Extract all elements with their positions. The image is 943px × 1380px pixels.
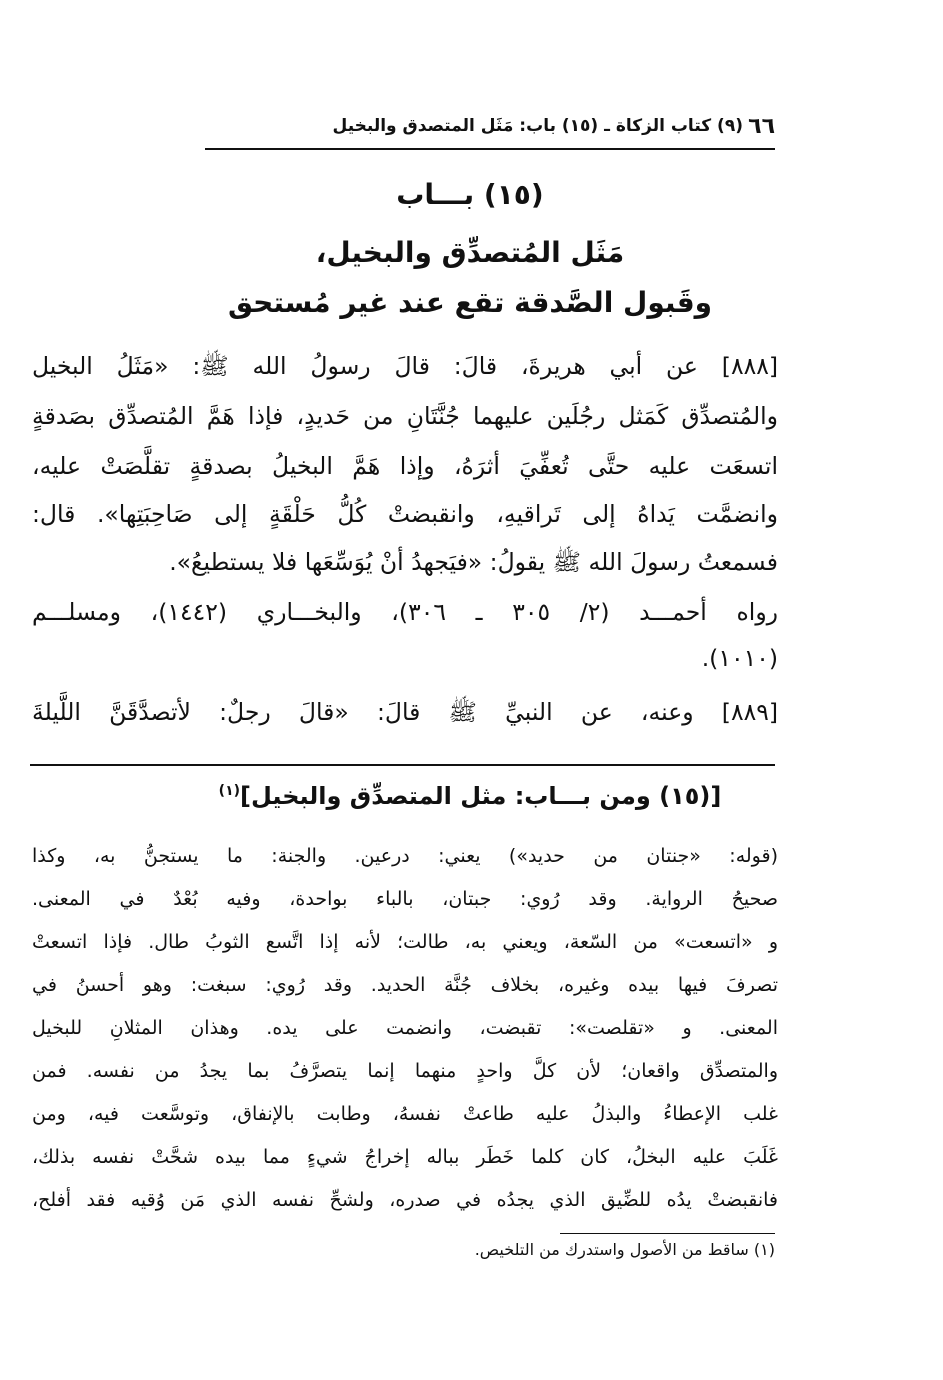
chapter-title-line-1: مَثَل المُتصدِّق والبخيل،	[315, 236, 625, 269]
hadith-line: والمُتصدِّق كَمَثل رجُلَين عليهما جُنَّتَانِ من حَديدٍ، فإذا هَمَّ المُتصدِّق بصَدقةٍ	[32, 402, 778, 430]
footnote-ref: (١)	[218, 783, 241, 799]
commentary-line: المعنى. و «تقلصت»: تقبضت، وانضمت على يده. وهذان المثلانِ للبخيل	[32, 1017, 778, 1039]
commentary-line: فانقبضتْ يدُه للضِّيق الذي يجدُه في صدره، ولشحِّ نفسه الذي مَن وُقيه فقد أفلح،	[32, 1189, 778, 1211]
page-number: ٦٦	[748, 114, 775, 139]
footnote: (١) ساقط من الأصول واستدرك من التلخيص.	[474, 1240, 775, 1259]
commentary-heading	[40, 782, 900, 810]
hadith-line: [٨٨٩] وعنه، عن النبيِّ ﷺ قالَ: «قالَ رجلٌ: لأتصدَّقَنَّ اللَّيلةَ	[32, 698, 778, 726]
hadith-line: رواه أحمـــد (٢/ ٣٠٥ ـ ٣٠٦)، والبخـــاري (١٤٤٢)، ومسلـــم	[32, 598, 779, 626]
chapter-title-line-2: وقَبول الصَّدقة تقع عند غير مُستحق	[227, 286, 713, 319]
header-rule	[205, 148, 775, 150]
footnote-rule	[560, 1233, 775, 1234]
commentary-line: والمتصدِّق واقعان؛ لأن كلَّ واحدٍ منهما إنما يتصرَّفُ بما يجدُ من نفسه. فمن	[32, 1060, 778, 1082]
commentary-line: و «اتسعت» من السّعة، ويعني به، طالت؛ لأنه إذا اتَّسع الثوبُ طال. فإذا اتسعتْ	[32, 931, 778, 953]
commentary-line: تصرفَ فيها بيده وغيره، بخلاف جُنَّة الحديد. وقد رُوي: سبغت: وهو أحسنُ في	[32, 974, 778, 996]
hadith-line: اتسعَت عليه حتَّى تُعفِّيَ أثرَهُ، وإذا هَمَّ البخيلُ بصدقةٍ تقلَّصَتْ عليه،	[32, 452, 778, 480]
hadith-line: [٨٨٨] عن أبي هريرةَ، قالَ: قالَ رسولُ الله ﷺ: «مَثَلُ البخيل	[32, 352, 778, 380]
hadith-line: (١٠١٠).	[701, 644, 778, 672]
commentary-heading-text: [(١٥) ومن بـــاب: مثل المتصدِّق والبخيل]	[240, 782, 722, 810]
chapter-number: (١٥) بـــاب	[396, 178, 544, 211]
hadith-line: فسمعتُ رسولَ الله ﷺ يقولُ: «فيَجهدُ أنْ يُوَسِّعَها فلا يستطيعُ».	[169, 548, 778, 576]
hadith-line: وانضمَّت يَداهُ إلى تَراقيهِ، وانقبضتْ كُلُّ حَلْقَةٍ إلى صَاحِبَتِها». قال:	[32, 500, 778, 528]
commentary-line: (قوله: «جنتان من حديد») يعني: درعين. والجنة: ما يستجنُّ به، وكذا	[32, 845, 778, 867]
commentary-line: غلب الإعطاءُ والبذلُ عليه طاعتْ نفسهُ، وطابت بالإنفاق، وتوسَّعت فيه، ومن	[32, 1103, 778, 1125]
commentary-line: غَلَبَ عليه البخلُ، كان كلما خَطَر بباله إخراجُ شيءٍ مما بيده شحَّتْ نفسه بذلك،	[32, 1146, 778, 1168]
running-title: (٩) كتاب الزكاة ـ (١٥) باب: مَثَل المتصدق والبخيل	[332, 116, 743, 136]
commentary-line: صحيحُ الرواية. وقد رُوي: جبتان، بالباء بواحدة، وفيه بُعْدٌ في المعنى.	[32, 888, 778, 910]
section-separator	[30, 764, 775, 766]
